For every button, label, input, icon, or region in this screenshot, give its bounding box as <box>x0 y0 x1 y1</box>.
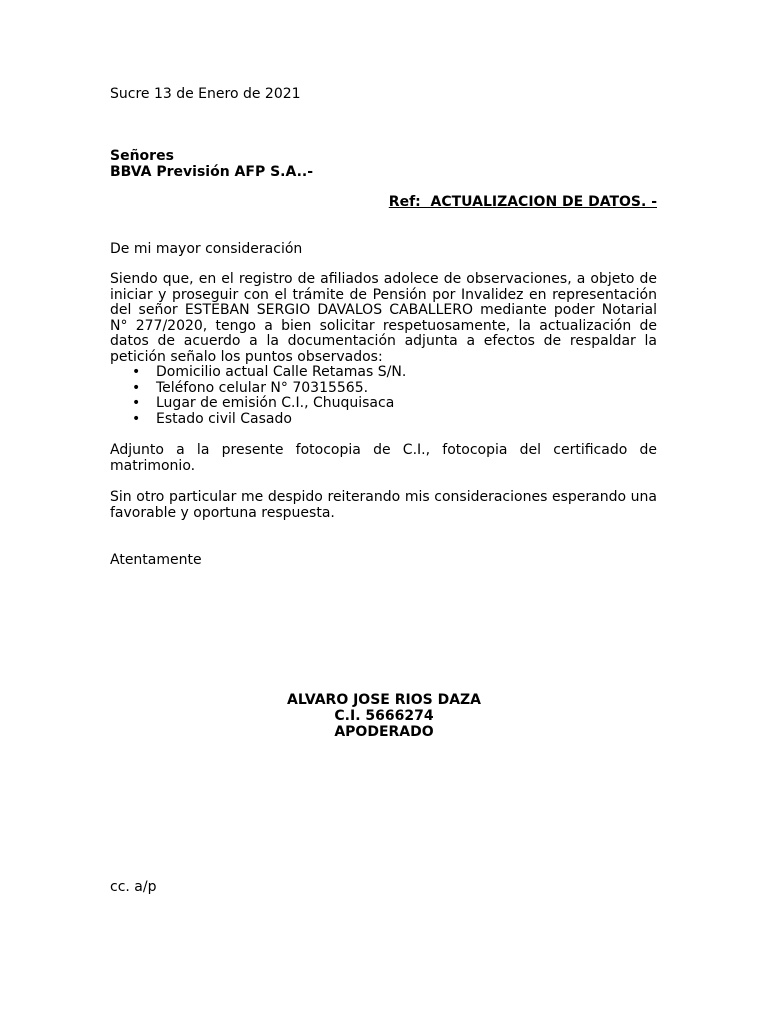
list-item-text: Domicilio actual Calle Retamas S/N. <box>156 364 407 380</box>
reference-line: Ref: ACTUALIZACION DE DATOS. - <box>388 194 657 210</box>
greeting: De mi mayor consideración <box>110 241 303 257</box>
bullet-icon: • <box>132 364 141 380</box>
bullet-icon: • <box>132 379 141 396</box>
bullet-icon: • <box>132 395 141 412</box>
attachment-paragraph: Adjunto a la presente fotocopia de C.I., fotocopia del certificado de matrimonio. <box>110 442 657 474</box>
list-item <box>110 381 406 397</box>
list-item-text: Teléfono celular N° 70315565. <box>156 379 369 396</box>
body-paragraph: Siendo que, en el registro de afiliados adolece de observaciones, a objeto de iniciar y proseguir con el trámite de Pensión por Invalidez en representación del señor ESTEBAN SERGIO DAVALOS CABALLERO mediante poder Notarial N° 277/2020, tengo a bien solicitar respetuosamente, la actualización de datos de acuerdo a la documentación adjunta a efectos de respaldar la petición señalo los puntos observados: <box>110 271 657 365</box>
recipient-salutation: Señores <box>110 148 174 164</box>
signature-name: ALVARO JOSE RIOS DAZA <box>286 692 482 708</box>
list-item <box>110 412 406 428</box>
valediction: Atentamente <box>110 552 202 568</box>
list-item-text: Lugar de emisión C.I., Chuquisaca <box>156 395 395 412</box>
bullet-icon: • <box>132 410 141 427</box>
recipient-company: BBVA Previsión AFP S.A..- <box>110 164 314 180</box>
list-item <box>110 396 406 412</box>
date-line: Sucre 13 de Enero de 2021 <box>110 86 301 102</box>
cc-line: cc. a/p <box>110 879 157 895</box>
observed-points-list <box>110 365 406 427</box>
list-item <box>110 365 406 381</box>
list-item-text: Estado civil Casado <box>156 410 292 427</box>
signature-id: C.I. 5666274 <box>334 708 434 724</box>
signature-role: APODERADO <box>334 724 434 740</box>
closing-paragraph: Sin otro particular me despido reiterando mis consideraciones esperando una favorable y oportuna respuesta. <box>110 489 657 521</box>
